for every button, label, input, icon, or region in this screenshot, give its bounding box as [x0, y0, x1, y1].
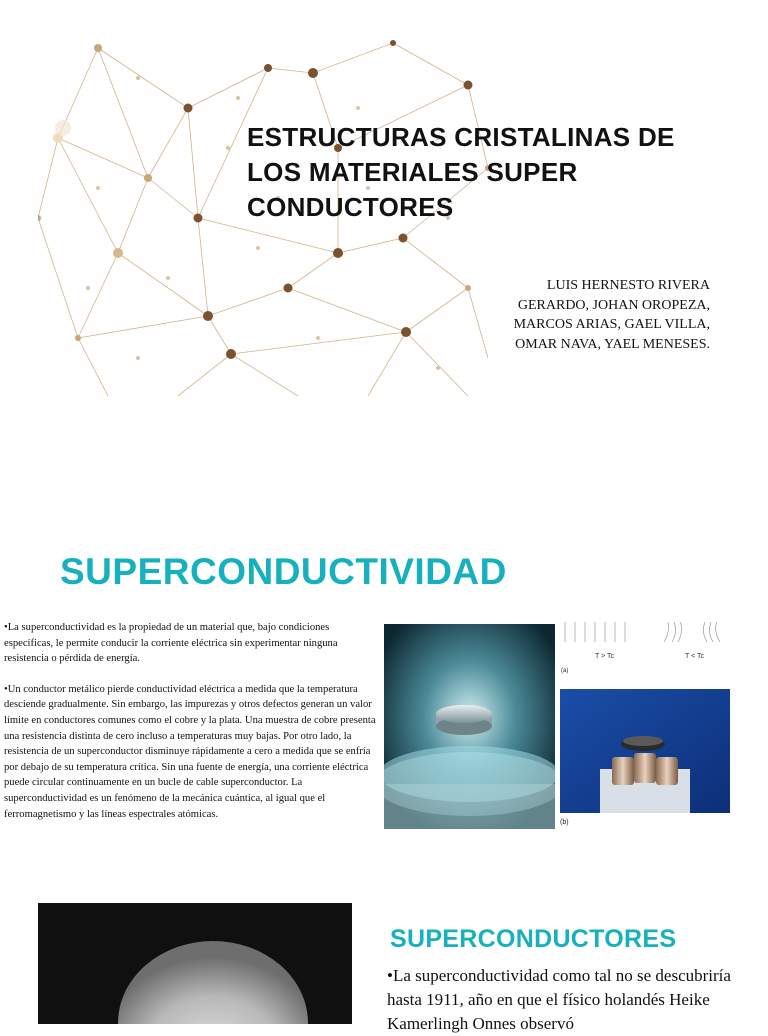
- paragraph-definition: •La superconductividad es la propiedad de un material que, bajo condiciones específicas, le permite conducir la corriente eléctrica sin experimentar ninguna resistencia o pérdida de energía.: [4, 622, 338, 665]
- paragraph-conductor: •Un conductor metálico pierde conductividad eléctrica a medida que la temperatura desciende gradualmente. Sin embargo, las impurezas y otros defectos generan un valor límite en conductores comunes como el cobre y la plata. Una muestra de cobre presenta una resistencia distinta de cero incluso a temperaturas muy bajas. Por otro lado, la resistencia de un superconductor disminuye rápidamente a cero a medida que se enfría por debajo de su temperatura crítica. Sin una fuente de energía, una corriente eléctrica puede circular continuamente en un bucle de cable superconductor. La superconductividad es un fenómeno de la mecánica cuántica, al igual que el ferromagnetismo y las líneas espectrales atómicas.: [4, 683, 376, 820]
- figure-label-b: (b): [560, 819, 569, 826]
- superconductores-text: •La superconductividad como tal no se descubriría hasta 1911, año en que el físico holandés Heike Kamerlingh Onnes observó: [387, 966, 731, 1033]
- label-t-less-tc: T < Tc: [685, 653, 705, 660]
- section-title-superconductores: SUPERCONDUCTORES: [390, 925, 677, 953]
- superconductividad-text: [4, 620, 376, 837]
- section-title-superconductividad: SUPERCONDUCTIVIDAD: [60, 551, 507, 592]
- portrait-photo: [38, 903, 352, 1024]
- label-t-greater-tc: T > Tc: [595, 653, 615, 660]
- authors-list: LUIS HERNESTO RIVERA GERARDO, JOHAN OROPEZA, MARCOS ARIAS, GAEL VILLA, OMAR NAVA, YAEL MENESES.: [513, 278, 710, 352]
- meissner-effect-photo: [560, 689, 730, 813]
- magnetic-field-diagram: [560, 620, 730, 678]
- levitating-magnet-photo: [384, 624, 555, 829]
- figure-label-a: (a): [561, 668, 569, 674]
- slide-title: ESTRUCTURAS CRISTALINAS DE LOS MATERIALES SUPER CONDUCTORES: [247, 122, 675, 222]
